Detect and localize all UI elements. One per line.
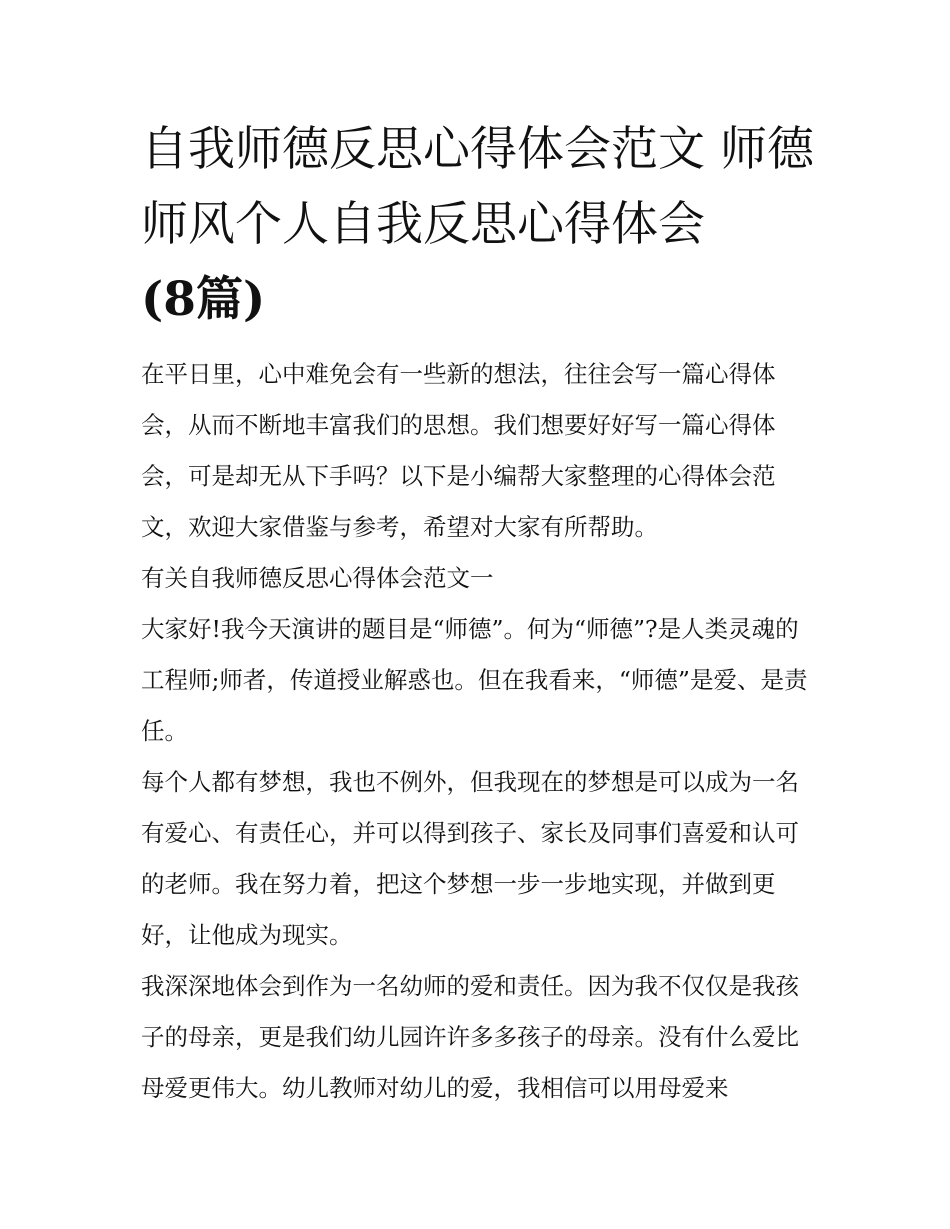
- intro-paragraph: 在平日里，心中难免会有一些新的想法，往往会写一篇心得体会，从而不断地丰富我们的思想。我们想要好好写一篇心得体会，可是却无从下手吗？以下是小编帮大家整理的心得体会范文，欢迎大家借鉴与参考，希望对大家有所帮助。: [141, 360, 776, 541]
- body-paragraph: 每个人都有梦想，我也不例外，但我现在的梦想是可以成为一名有爱心、有责任心，并可以得到孩子、家长及同事们喜爱和认可的老师。我在努力着，把这个梦想一步一步地实现，并做到更好，让他成为现实。: [141, 768, 799, 949]
- title-count: (8篇): [141, 272, 266, 327]
- body-paragraph: 大家好!我今天演讲的题目是“师德”。何为“师德”?是人类灵魂的工程师;师者，传道授业解惑也。但在我看来，“师德”是爱、是责任。: [141, 615, 808, 745]
- section-heading: 有关自我师德反思心得体会范文一: [141, 564, 494, 592]
- document-body: [141, 112, 816, 1114]
- title-main: 自我师德反思心得体会范文 师德师风个人自我反思心得体会: [141, 122, 814, 252]
- body-paragraph: 我深深地体会到作为一名幼师的爱和责任。因为我不仅仅是我孩子的母亲，更是我们幼儿园许许多多孩子的母亲。没有什么爱比母爱更伟大。幼儿教师对幼儿的爱，我相信可以用母爱来: [141, 972, 799, 1102]
- document-title: [141, 112, 816, 337]
